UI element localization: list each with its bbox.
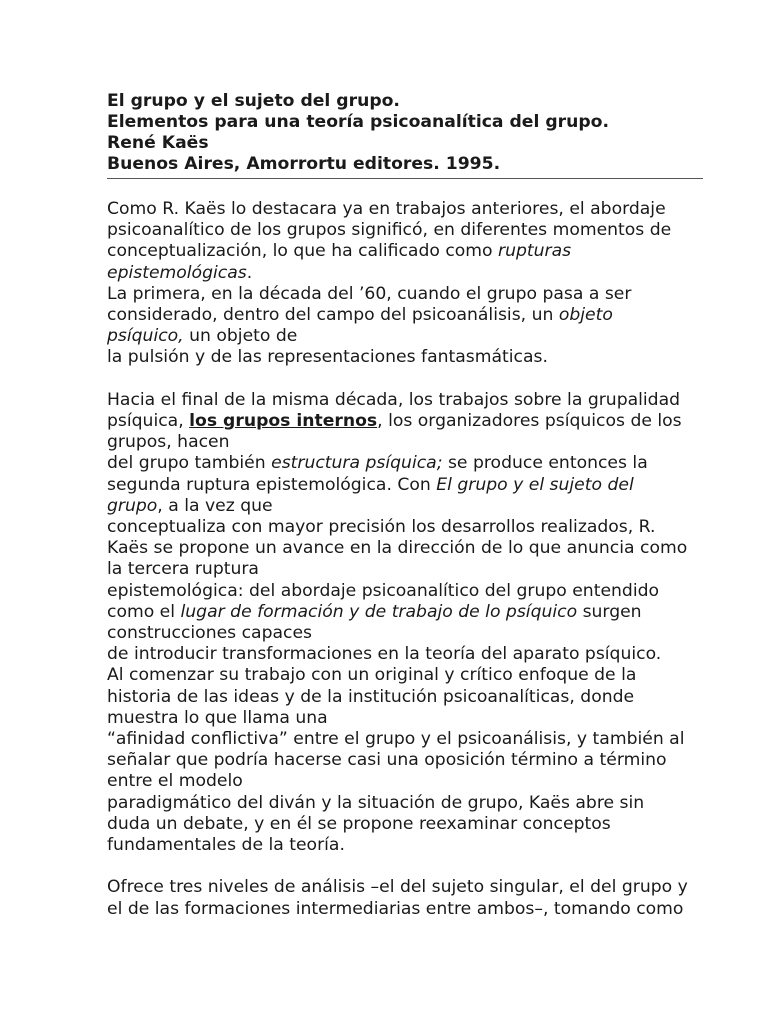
text-span: considerado, dentro del campo del psicoanálisis, un (107, 305, 559, 326)
text-line: “afinidad conflictiva” entre el grupo y el psicoanálisis, y también al (107, 729, 685, 750)
text-line: psicoanalítico de los grupos significó, en diferentes momentos de (107, 220, 672, 241)
text-line: La primera, en la década del ’60, cuando el grupo pasa a ser (107, 283, 632, 304)
book-subtitle: Elementos para una teoría psicoanalítica del grupo. (107, 112, 609, 132)
text-line: muestra lo que llama una (107, 707, 328, 728)
text-line (107, 263, 707, 284)
text-line: entre el modelo (107, 771, 243, 792)
text-span: conceptualización, lo que ha calificado como (107, 241, 499, 262)
text-line (107, 475, 707, 496)
paragraph-1 (107, 199, 707, 369)
text-line: la pulsión y de las representaciones fantasmáticas. (107, 347, 548, 368)
text-span: , a la vez que (157, 495, 273, 516)
italic-span: lugar de formación y de trabajo de lo psíquico (180, 601, 578, 622)
underlined-link[interactable]: los grupos internos (189, 411, 378, 432)
text-line: de introducir transformaciones en la teoría del aparato psíquico. (107, 644, 662, 665)
text-line (107, 411, 707, 432)
text-line: epistemológica: del abordaje psicoanalítico del grupo entendido (107, 580, 660, 601)
text-line: el de las formaciones intermediarias entre ambos–, tomando como (107, 898, 684, 919)
italic-span: objeto (558, 305, 613, 326)
text-line: paradigmático del diván y la situación de grupo, Kaës abre sin (107, 792, 645, 813)
text-line (107, 241, 707, 262)
text-line (107, 326, 707, 347)
review-body (107, 199, 707, 920)
text-span: segunda ruptura epistemológica. Con (107, 474, 437, 495)
text-line: fundamentales de la teoría. (107, 835, 345, 856)
text-line: Como R. Kaës lo destacara ya en trabajos anteriores, el abordaje (107, 199, 666, 219)
paragraph-3 (107, 877, 707, 919)
text-span: como el (107, 601, 181, 622)
book-author: René Kaës (107, 133, 209, 153)
text-line: duda un debate, y en él se propone reexaminar conceptos (107, 813, 611, 834)
text-line: la tercera ruptura (107, 559, 259, 580)
italic-span: estructura psíquica; (271, 453, 443, 474)
italic-span: El grupo y el sujeto del (436, 474, 634, 495)
text-line: Kaës se propone un avance en la dirección de lo que anuncia como (107, 538, 688, 559)
document-page (107, 91, 707, 920)
italic-span: grupo (107, 495, 158, 516)
text-line (107, 453, 707, 474)
text-line: señalar que podría hacerse casi una oposición término a término (107, 750, 667, 771)
text-span: psíquica, (107, 411, 190, 432)
italic-span: psíquico, (107, 326, 184, 347)
book-publication: Buenos Aires, Amorrortu editores. 1995. (107, 154, 501, 174)
text-line: Al comenzar su trabajo con un original y crítico enfoque de la (107, 665, 637, 686)
text-span: se produce entonces la (442, 453, 648, 474)
text-line: Hacia el final de la misma década, los trabajos sobre la grupalidad (107, 389, 681, 410)
header-divider (107, 178, 703, 179)
text-span: , los organizadores psíquicos de los (377, 411, 682, 432)
book-title: El grupo y el sujeto del grupo. (107, 91, 400, 111)
paragraph-gap (107, 856, 707, 877)
text-line: grupos, hacen (107, 432, 230, 453)
italic-span: epistemológicas (107, 262, 247, 283)
text-line: historia de las ideas y de la institución psicoanalíticas, donde (107, 686, 635, 707)
paragraph-gap (107, 369, 707, 390)
text-line (107, 305, 707, 326)
text-span: surgen (577, 601, 642, 622)
text-line: conceptualiza con mayor precisión los desarrollos realizados, R. (107, 517, 656, 538)
text-line (107, 496, 707, 517)
text-span: del grupo también (107, 453, 272, 474)
document-header (107, 91, 707, 175)
paragraph-2 (107, 390, 707, 856)
text-line: Ofrece tres niveles de análisis –el del sujeto singular, el del grupo y (107, 877, 688, 898)
text-span: un objeto de (183, 326, 298, 347)
text-line (107, 602, 707, 623)
italic-span: rupturas (498, 241, 572, 262)
text-span: . (246, 262, 253, 283)
text-line: construcciones capaces (107, 623, 312, 644)
